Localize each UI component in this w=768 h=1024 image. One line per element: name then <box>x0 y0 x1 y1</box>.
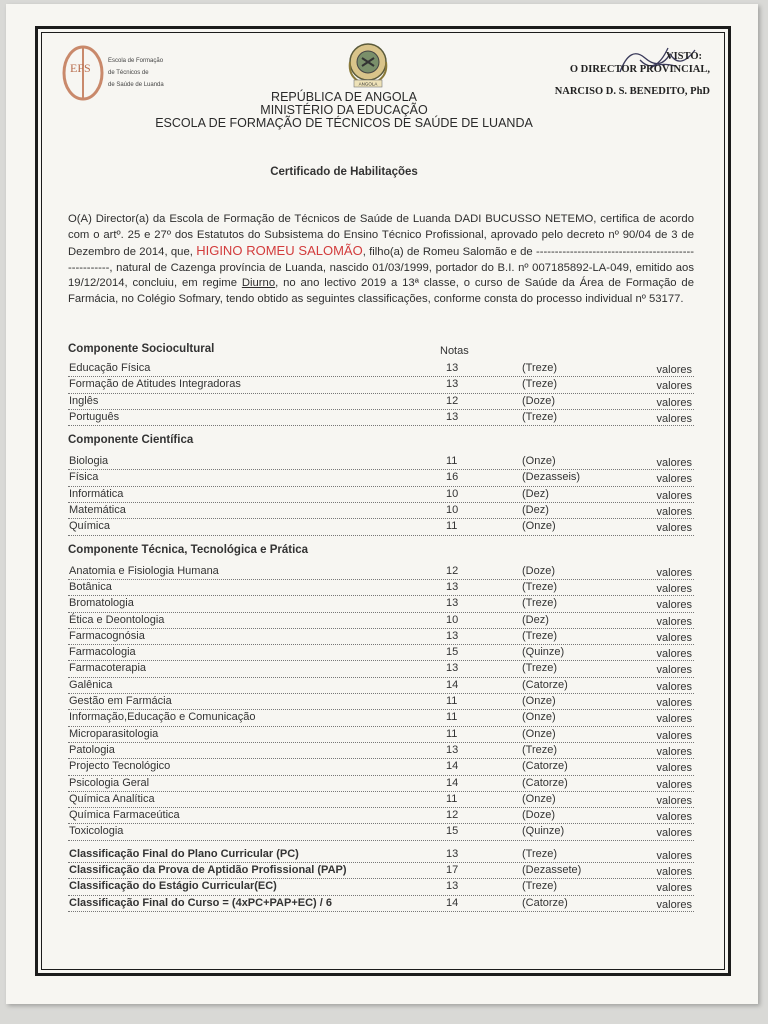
grade-value: 13 <box>446 410 459 423</box>
grade-words: (Dez) <box>522 487 549 500</box>
grade-words: (Treze) <box>522 362 558 374</box>
visto-name: NARCISO D. S. BENEDITO, PhD <box>554 86 710 97</box>
grade-words: (Dezasseis) <box>522 471 581 484</box>
section-title <box>68 542 694 564</box>
grade-row <box>68 410 694 426</box>
grade-row <box>68 487 694 503</box>
grade-row <box>68 519 694 535</box>
grade-words: (Quinze) <box>522 646 565 659</box>
valores-label: valores <box>656 506 692 519</box>
grade-row <box>68 824 694 840</box>
grade-words: (Onze) <box>522 455 556 468</box>
subject-name: Classificação Final do Plano Curricular (PC) <box>69 847 299 860</box>
subject-name: Patologia <box>69 743 115 756</box>
grade-row <box>68 678 694 694</box>
subject-name: Química Analítica <box>69 792 155 805</box>
valores-label: valores <box>656 713 692 726</box>
grade-value: 13 <box>446 378 459 391</box>
grade-value: 15 <box>446 825 459 838</box>
document-title: Certificado de Habilitações <box>270 166 418 178</box>
valores-label: valores <box>656 582 692 595</box>
grade-words: (Treze) <box>522 629 558 642</box>
grade-row <box>68 377 694 393</box>
grade-words: (Catorze) <box>522 776 568 789</box>
final-row <box>68 896 694 912</box>
section-title-text: Componente Científica <box>68 434 194 447</box>
valores-label: valores <box>656 566 692 579</box>
subject-name: Farmacoterapia <box>69 662 147 675</box>
grade-words: (Doze) <box>522 564 556 577</box>
grade-row <box>68 776 694 792</box>
grade-words: (Onze) <box>522 695 556 708</box>
valores-label: valores <box>656 680 692 693</box>
grade-value: 12 <box>446 394 459 407</box>
grade-value: 11 <box>446 792 458 805</box>
grade-row <box>68 580 694 596</box>
grade-row <box>68 564 694 580</box>
subject-name: Educação Física <box>69 362 151 374</box>
subject-name: Biologia <box>69 455 109 468</box>
section-title-text: Componente Técnica, Tecnológica e Prática <box>68 543 309 556</box>
valores-label: valores <box>656 396 692 409</box>
grade-value: 15 <box>446 646 459 659</box>
grade-row <box>68 361 694 377</box>
grade-value: 13 <box>446 362 459 374</box>
subject-name: Classificação da Prova de Aptidão Profissional (PAP) <box>69 864 347 877</box>
grade-words: (Quinze) <box>522 825 565 838</box>
valores-label: valores <box>656 778 692 791</box>
grade-value: 14 <box>446 776 459 789</box>
grade-words: (Onze) <box>522 792 556 805</box>
subject-name: Anatomia e Fisiologia Humana <box>69 564 219 577</box>
notas-header: Notas <box>440 345 469 357</box>
valores-label: valores <box>656 648 692 661</box>
grade-row <box>68 454 694 470</box>
subject-name: Ética e Deontologia <box>69 613 165 626</box>
subject-name: Botânica <box>69 580 112 593</box>
header-school: ESCOLA DE FORMAÇÃO DE TÉCNICOS DE SAÚDE DE LUANDA <box>155 116 533 130</box>
grade-words: (Treze) <box>522 743 558 756</box>
subject-name: Bromatologia <box>69 597 134 610</box>
grade-value: 13 <box>446 597 459 610</box>
grade-value: 11 <box>446 520 458 533</box>
grade-row <box>68 759 694 775</box>
grade-words: (Catorze) <box>522 678 568 691</box>
certificate-body: O(A) Director(a) da Escola de Formação de Técnicos de Saúde de Luanda DADI BUCUSSO NETEMO, certifica de acordo com o artº. 25 e 27º dos Estatutos do Subsistema do Ensino Técnico Profissional, aprovado pelo decreto nº 90/04 de 3 de Dezembro de 2014, que, HIGINO ROMEU SALOMÃO, filho(a) de Romeu Salomão e de -----------------------------------------------------, natural de Cazenga província de Luanda, nascido 01/03/1999, portador do B.I. nº 007185892-LA-049, emitido aos 19/12/2014, concluiu, em regime Diurno, no ano lectivo 2019 a 13ª classe, o curso de Saúde da Área de Formação de Farmácia, no Colégio Sofmary, tendo obtido as seguintes classificações, conforme consta do processo individual nº 53177. <box>68 213 694 305</box>
grade-words: (Treze) <box>522 597 558 610</box>
school-logo-text: Escola de Formação de Técnicos de de Saúde de Luanda <box>108 58 164 88</box>
subject-name: Psicologia Geral <box>69 776 150 789</box>
grade-words: (Catorze) <box>522 760 568 773</box>
valores-label: valores <box>656 866 692 879</box>
final-row <box>68 879 694 895</box>
grade-words: (Doze) <box>522 809 556 822</box>
valores-label: valores <box>656 380 692 393</box>
grade-row <box>68 808 694 824</box>
grade-words: (Onze) <box>522 727 556 740</box>
logo-letters: EFS <box>70 61 91 75</box>
header-republic: REPÚBLICA DE ANGOLA <box>271 90 417 104</box>
grade-row <box>68 470 694 486</box>
grade-value: 13 <box>446 580 459 593</box>
grade-row <box>68 629 694 645</box>
grade-row <box>68 645 694 661</box>
final-row <box>68 863 694 879</box>
document-header <box>0 91 768 130</box>
grade-row <box>68 613 694 629</box>
valores-label: valores <box>656 364 692 376</box>
grade-row <box>68 743 694 759</box>
grade-words: (Dez) <box>522 613 549 626</box>
grade-words: (Treze) <box>522 410 558 423</box>
valores-label: valores <box>656 457 692 470</box>
valores-label: valores <box>656 827 692 840</box>
subject-name: Física <box>69 471 99 484</box>
valores-label: valores <box>656 615 692 628</box>
section-title <box>68 343 694 361</box>
grade-value: 12 <box>446 809 459 822</box>
angola-emblem <box>340 38 396 90</box>
valores-label: valores <box>656 849 692 862</box>
grade-row <box>68 710 694 726</box>
grades-table <box>68 343 694 912</box>
section-title-text: Componente Sociocultural <box>68 343 215 355</box>
grade-words: (Onze) <box>522 520 556 533</box>
final-row <box>68 847 694 863</box>
grade-words: (Doze) <box>522 394 556 407</box>
grade-value: 13 <box>446 743 459 756</box>
student-name: HIGINO ROMEU SALOMÃO <box>196 243 363 259</box>
grade-value: 13 <box>446 662 459 675</box>
visto-title: O DIRECTOR PROVINCIAL, <box>569 64 710 75</box>
subject-name: Projecto Tecnológico <box>69 760 171 773</box>
valores-label: valores <box>656 882 692 895</box>
subject-name: Matemática <box>69 504 126 517</box>
valores-label: valores <box>656 412 692 425</box>
subject-name: Formação de Atitudes Integradoras <box>69 378 241 391</box>
grade-value: 17 <box>446 864 459 877</box>
grade-words: (Dez) <box>522 504 549 517</box>
grade-value: 11 <box>446 711 458 724</box>
grade-words: (Treze) <box>522 662 558 675</box>
regime: Diurno <box>241 277 276 290</box>
subject-name: Toxicologia <box>69 825 124 838</box>
grade-value: 10 <box>446 487 459 500</box>
visto-label: VISTO: <box>666 51 702 62</box>
grade-value: 14 <box>446 678 459 691</box>
valores-label: valores <box>656 599 692 612</box>
grade-value: 12 <box>446 564 459 577</box>
grade-row <box>68 727 694 743</box>
grade-words: (Catorze) <box>522 896 568 909</box>
grade-words: (Onze) <box>522 711 556 724</box>
subject-name: Farmacognósia <box>69 629 145 642</box>
subject-name: Classificação do Estágio Curricular(EC) <box>69 880 277 893</box>
valores-label: valores <box>656 473 692 486</box>
valores-label: valores <box>656 664 692 677</box>
header-ministry: MINISTÉRIO DA EDUCAÇÃO <box>260 103 428 117</box>
grade-row <box>68 694 694 710</box>
valores-label: valores <box>656 631 692 644</box>
section-title <box>68 432 694 454</box>
subject-name: Informação,Educação e Comunicação <box>69 711 256 724</box>
grade-value: 13 <box>446 629 459 642</box>
subject-name: Classificação Final do Curso = (4xPC+PAP+EC) / 6 <box>69 896 332 909</box>
valores-label: valores <box>656 794 692 807</box>
grade-row <box>68 503 694 519</box>
grade-words: (Treze) <box>522 378 558 391</box>
grade-row <box>68 792 694 808</box>
valores-label: valores <box>656 522 692 535</box>
grade-words: (Treze) <box>522 880 558 893</box>
valores-label: valores <box>656 729 692 742</box>
grade-value: 13 <box>446 847 459 860</box>
subject-name: Química Farmaceútica <box>69 809 180 822</box>
subject-name: Gestão em Farmácia <box>69 695 172 708</box>
grade-row <box>68 661 694 677</box>
grade-value: 14 <box>446 760 459 773</box>
grade-value: 14 <box>446 896 459 909</box>
valores-label: valores <box>656 745 692 758</box>
grade-words: (Treze) <box>522 580 558 593</box>
grade-row <box>68 596 694 612</box>
subject-name: Microparasitologia <box>69 727 159 740</box>
grade-value: 16 <box>446 471 459 484</box>
subject-name: Farmacologia <box>69 646 136 659</box>
grade-words: (Dezassete) <box>522 864 582 877</box>
grade-value: 10 <box>446 504 459 517</box>
subject-name: Inglês <box>69 394 99 407</box>
valores-label: valores <box>656 489 692 502</box>
grade-value: 11 <box>446 727 458 740</box>
subject-name: Galênica <box>69 678 113 691</box>
subject-name: Química <box>69 520 110 533</box>
valores-label: valores <box>656 762 692 775</box>
valores-label: valores <box>656 811 692 824</box>
valores-label: valores <box>656 898 692 911</box>
grade-words: (Treze) <box>522 847 558 860</box>
subject-name: Informática <box>69 487 124 500</box>
grade-value: 13 <box>446 880 459 893</box>
subject-name: Português <box>69 410 120 423</box>
emblem-label: ANGOLA <box>358 81 378 87</box>
grade-value: 11 <box>446 455 458 468</box>
grade-row <box>68 394 694 410</box>
grade-value: 10 <box>446 613 459 626</box>
grade-value: 11 <box>446 695 458 708</box>
valores-label: valores <box>656 697 692 710</box>
